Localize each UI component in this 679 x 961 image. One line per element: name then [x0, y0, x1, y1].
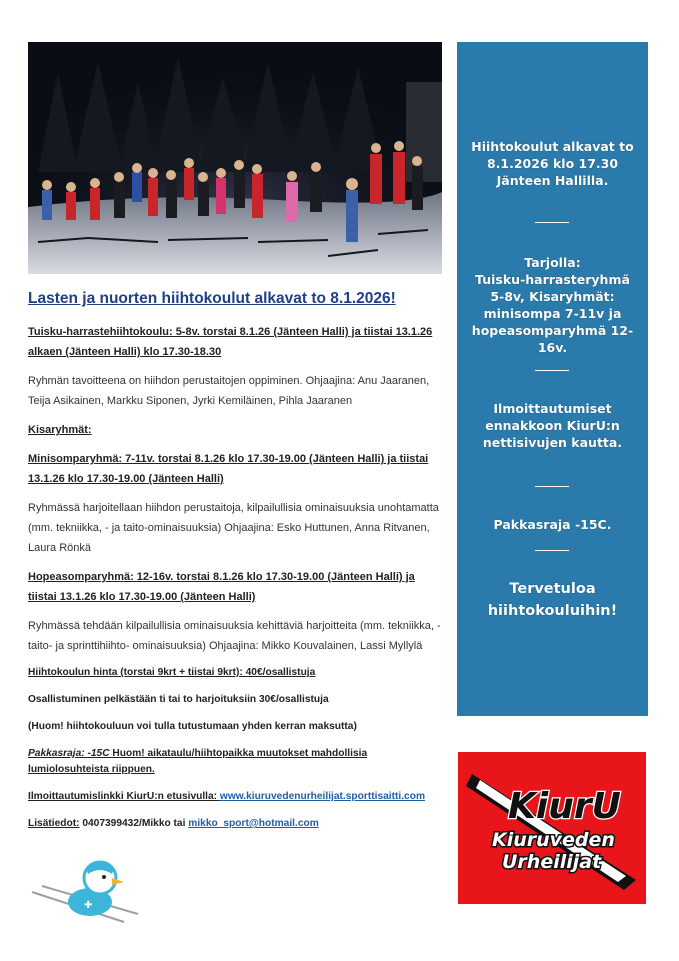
sidebar-offer-text: Tuisku-harrasteryhmä 5-8v, Kisaryhmät: minisompa 7-11v ja hopeasomparyhmä 12-16v.	[471, 272, 634, 355]
sidebar-offer-title: Tarjolla:	[524, 255, 581, 270]
group-photo	[28, 42, 442, 274]
sidebar-divider	[535, 550, 569, 551]
contact-label: Lisätiedot:	[28, 818, 80, 829]
minisompa-description: Ryhmässä harjoitellaan hiihdon perustaitoja, kilpailullisia ominaisuuksia unohtamatta (mm. tekniikka, - ja taito-ominaisuuksia) Ohjaajina: Esko Huttunen, Anna Ritvanen, Laura Rönkä	[28, 502, 439, 554]
mascot-skier-icon	[28, 858, 144, 924]
frost-text: Huom! aikataulu/hiihtopaikka muutokset mahdollisia lumiolosuhteista riippuen.	[28, 748, 368, 775]
sidebar-divider	[535, 222, 569, 223]
logo-kiuru-text: KiurU	[508, 786, 621, 827]
sidebar-signup-text: Ilmoittautumiset ennakkoon KiurU:n nettisivujen kautta.	[482, 401, 623, 450]
kisaryhmat-heading: Kisaryhmät:	[28, 424, 92, 436]
signup-info	[28, 789, 446, 805]
tuisku-heading: Tuisku-harrastehiihtokoulu: 5-8v. torstai 8.1.26 (Jänteen Halli) ja tiistai 13.1.26 alkaen (Jänteen Halli) klo 17.30-18.30	[28, 326, 433, 358]
sidebar-divider	[535, 486, 569, 487]
sidebar-divider	[535, 370, 569, 371]
hopeasompa-heading: Hopeasomparyhmä: 12-16v. torstai 8.1.26 klo 17.30-19.00 (Jänteen Halli) ja tiistai 13.1.26 klo 17.30-19.00 (Jänteen Halli)	[28, 571, 415, 603]
kiuru-logo	[458, 752, 646, 904]
main-content	[28, 290, 446, 843]
sidebar-start-text: Hiihtokoulut alkavat to 8.1.2026 klo 17.30 Jänteen Hallilla.	[471, 139, 634, 188]
minisompa-heading: Minisomparyhmä: 7-11v. torstai 8.1.26 klo 17.30-19.00 (Jänteen Halli) ja tiistai 13.1.26 klo 17.30-19.00 (Jänteen Halli)	[28, 453, 429, 485]
tuisku-description: Ryhmän tavoitteena on hiihdon perustaitojen oppiminen. Ohjaajina: Anu Jaaranen, Teija Asikainen, Markku Siponen, Jyrki Kemiläinen, Pihla Jaaranen	[28, 375, 430, 407]
contact-email-link[interactable]: mikko_sport@hotmail.com	[188, 818, 319, 829]
frost-label: Pakkasraja: -15C	[28, 748, 110, 759]
sidebar-welcome-text: Tervetuloa hiihtokouluihin!	[487, 581, 618, 619]
sidebar-frost-text: Pakkasraja -15C.	[493, 517, 612, 532]
svg-text:✚: ✚	[84, 900, 93, 911]
contact-info	[28, 816, 446, 832]
hopeasompa-description: Ryhmässä tehdään kilpailullisia ominaisuuksia kehittäviä harjoitteita (mm. tekniikka, - taito- ja sprinttihiihto- ominaisuuksia) Ohjaajina: Mikko Kouvalainen, Lassi Myllylä	[28, 620, 441, 652]
price-info: Hiihtokoulun hinta (torstai 9krt + tiistai 9krt): 40€/osallistuja	[28, 667, 316, 678]
signup-link[interactable]: www.kiuruvedenurheilijat.sporttisaitti.com	[219, 791, 425, 802]
logo-urheilijat-text: Urheilijat	[502, 851, 602, 873]
frost-notice	[28, 746, 446, 778]
page-title: Lasten ja nuorten hiihtokoulut alkavat to 8.1.2026!	[28, 290, 396, 307]
signup-label: Ilmoittautumislinkki KiurU:n etusivulla:	[28, 791, 220, 802]
single-price-info: Osallistuminen pelkästään ti tai to harjoituksiin 30€/osallistuja	[28, 694, 329, 705]
logo-kiuruveden-text: Kiuruveden	[492, 829, 615, 851]
info-sidebar	[457, 42, 648, 716]
contact-phone: 0407399432/Mikko tai	[79, 818, 189, 829]
trial-info: (Huom! hiihtokouluun voi tulla tutustumaan yhden kerran maksutta)	[28, 721, 357, 732]
